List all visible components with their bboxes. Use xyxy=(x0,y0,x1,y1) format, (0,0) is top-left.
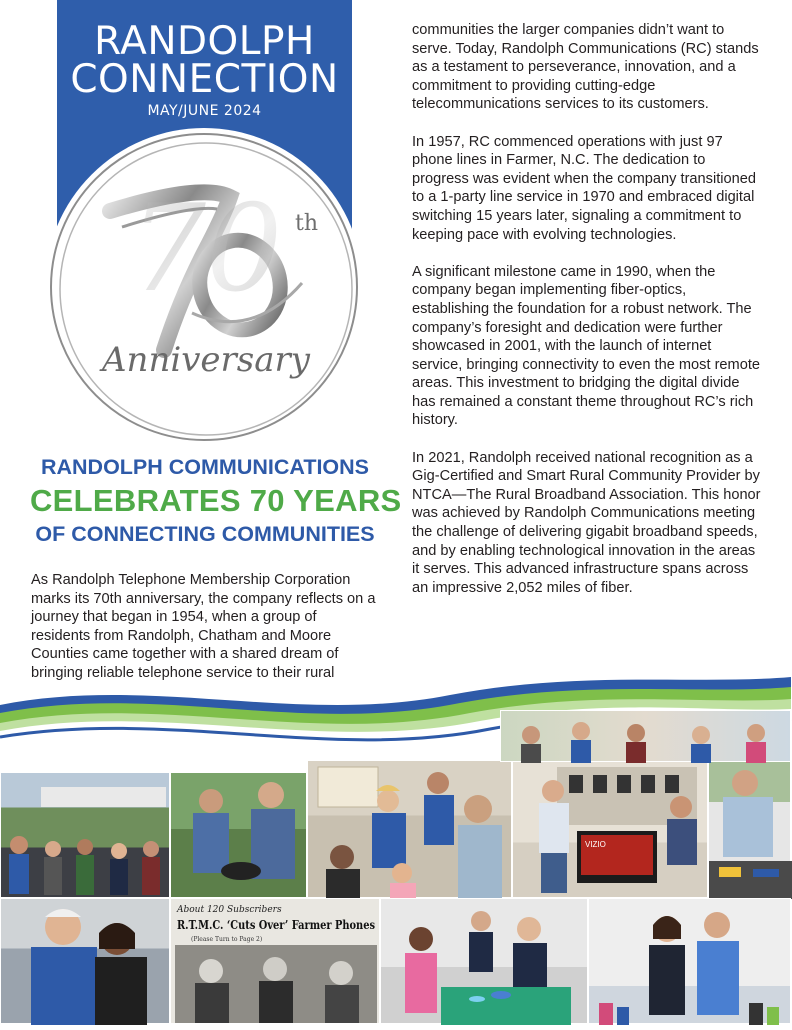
article-paragraph: In 2021, Randolph received national recognition as a Gig-Certified and Smart Rural Community Provider by NTCA—The Rural Broadband Association. This honor was achieved by Randolph Communications meeting the challenge of delivering gigabit broadband speeds, and by enabling technological innovation in the areas it serves. This advanced infrastructure spans across an impressive 2,052 miles of fiber. xyxy=(412,449,761,596)
photo-employees-shapes xyxy=(589,899,792,1025)
photo-employee-group-top xyxy=(500,710,791,762)
photo-kids-shapes xyxy=(381,899,589,1025)
photo-store-shapes xyxy=(513,761,709,899)
seal-suffix: th xyxy=(295,211,319,236)
photo-two-employees xyxy=(588,898,791,1024)
tv-brand-label: VIZIO xyxy=(585,840,606,849)
anniversary-seal-graphic xyxy=(52,135,360,443)
seal-number: 70 xyxy=(129,180,283,319)
photo-newspaper-clipping xyxy=(170,898,380,1024)
clipping-tag: About 120 Subscribers xyxy=(177,905,282,915)
headline-line1: RANDOLPH COMMUNICATIONS xyxy=(40,455,370,479)
photo-techs-shapes xyxy=(171,773,308,899)
photo-kids-activity xyxy=(380,898,588,1024)
headline-line3: OF CONNECTING COMMUNITIES xyxy=(35,522,375,546)
clipping-headline: R.T.M.C. ‘Cuts Over’ Farmer Phones xyxy=(177,917,375,932)
photo-couple-shapes xyxy=(1,899,171,1025)
masthead-title-line2: CONNECTION xyxy=(70,57,339,102)
photo-crowd-shapes xyxy=(1,773,171,899)
seal-word: Anniversary xyxy=(102,340,310,380)
headline-line2: CELEBRATES 70 YEARS xyxy=(30,483,402,518)
photo-technician-bench xyxy=(708,760,791,898)
photo-store-tv xyxy=(512,760,708,898)
photo-bench-shapes xyxy=(709,761,792,899)
photo-crowd-outdoor xyxy=(0,772,170,898)
photo-booth-shapes xyxy=(308,761,513,899)
photo-clipping-shapes xyxy=(171,899,381,1025)
photo-fiber-techs xyxy=(170,772,307,898)
masthead-title-line1: RANDOLPH xyxy=(94,19,315,64)
photo-booth-visitors xyxy=(307,760,512,898)
article-paragraph: communities the larger companies didn’t want to serve. Today, Randolph Communications (RC) stands as a testament to perseverance, innovation, and a commitment to providing cutting-edge telecommunications services to its customers. xyxy=(412,22,759,113)
article-lead: As Randolph Telephone Membership Corporation marks its 70th anniversary, the company reflects on a journey that began in 1954, when a group of residents from Randolph, Chatham and Moore Counties came together with a shared dream of bringing reliable telephone service to their rural xyxy=(31,572,376,681)
photo-couple xyxy=(0,898,170,1024)
article-paragraph: A significant milestone came in 1990, when the company began implementing fiber-optics, establishing the foundation for a robust network. The company’s foresight and dedication were further showcased in 2001, with the launch of internet service, bringing connectivity to even the most remote areas. This investment to bridging the digital divide has remained a constant theme throughout RC’s rich history. xyxy=(412,263,760,429)
article-paragraph: In 1957, RC commenced operations with just 97 phone lines in Farmer, N.C. The dedication to progress was evident when the company transitioned to a 1-party line service in 1970 and embraced digital switching 15 years later, signaling a commitment to keeping pace with evolving technologies. xyxy=(412,133,756,243)
article-column-right xyxy=(412,21,764,616)
issue-date: MAY/JUNE 2024 xyxy=(147,103,262,119)
anniversary-seal xyxy=(50,133,358,441)
photo-group-top-shapes xyxy=(501,711,792,763)
clipping-subline: (Please Turn to Page 2) xyxy=(191,936,263,943)
